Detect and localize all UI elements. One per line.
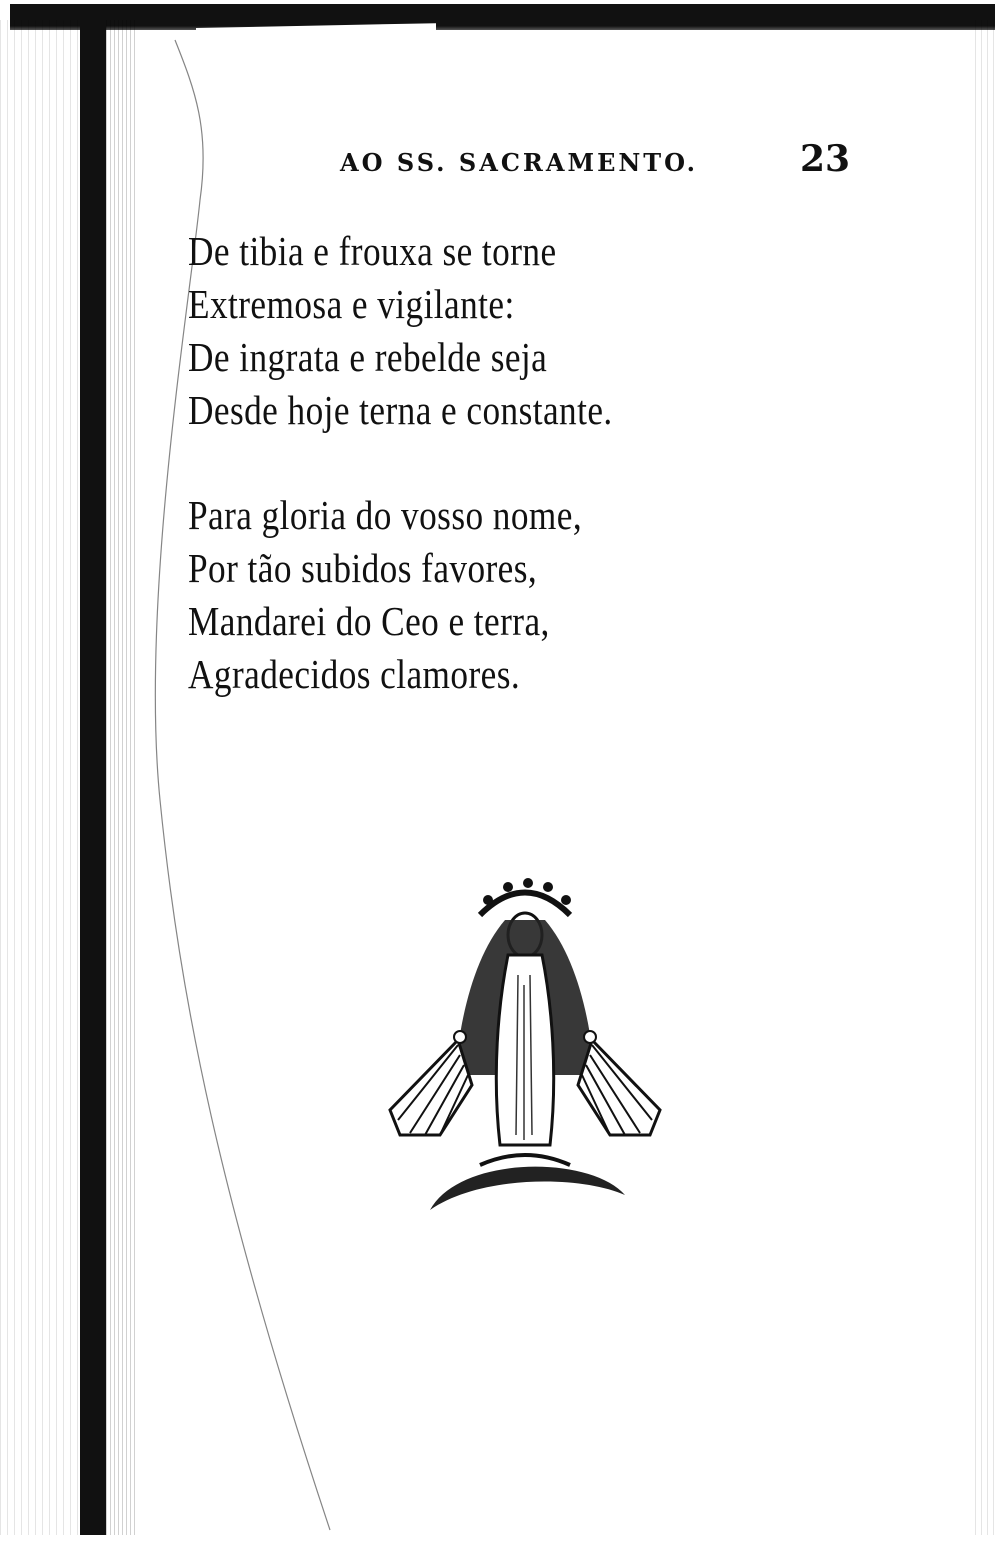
verse-line: Agradecidos clamores. bbox=[188, 651, 521, 697]
verse-line: Mandarei do Ceo e terra, bbox=[188, 598, 550, 644]
binding-shadow bbox=[0, 20, 80, 1535]
stanza bbox=[188, 225, 682, 437]
verse-line: Extremosa e vigilante: bbox=[188, 281, 515, 327]
verse-line: Para gloria do vosso nome, bbox=[188, 492, 583, 538]
verse-line: De ingrata e rebelde seja bbox=[188, 334, 548, 380]
page-right-edge bbox=[975, 20, 995, 1535]
top-binding-edge bbox=[10, 4, 995, 30]
page-number: 23 bbox=[800, 138, 851, 180]
book-spine bbox=[80, 20, 106, 1535]
gutter-shadow bbox=[106, 20, 136, 1535]
verse-line: Por tão subidos favores, bbox=[188, 545, 538, 591]
madonna-on-crescent-moon-icon bbox=[380, 875, 670, 1220]
verse-line: De tibia e frouxa se torne bbox=[188, 228, 557, 274]
stanza bbox=[188, 489, 646, 701]
running-head: AO SS. SACRAMENTO. bbox=[340, 148, 699, 177]
verse-line: Desde hoje terna e constante. bbox=[188, 387, 613, 433]
